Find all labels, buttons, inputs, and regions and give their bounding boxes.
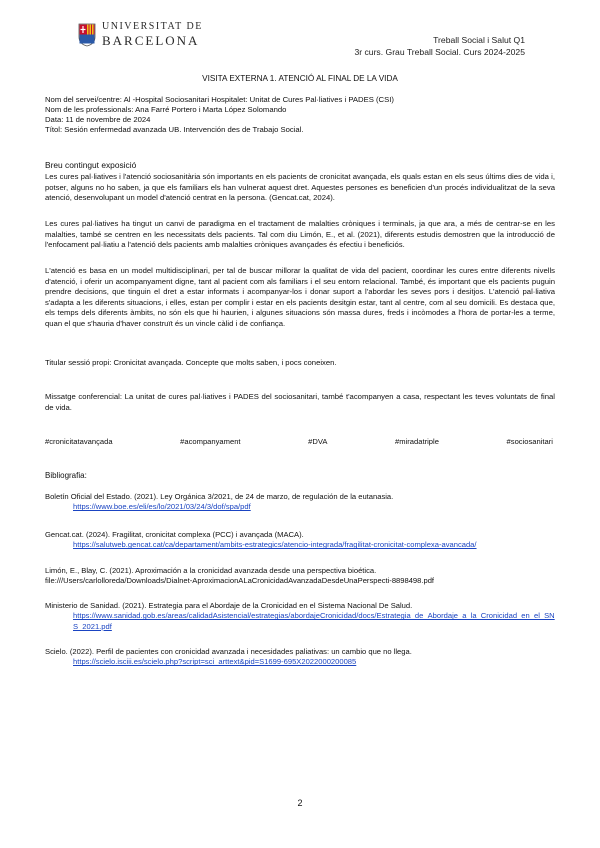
hashtag-row — [45, 437, 553, 446]
hashtag: #DVA — [308, 437, 328, 446]
conference-message — [45, 392, 555, 413]
bibliography-entry — [45, 566, 555, 587]
bibliography-entry — [45, 601, 555, 632]
message-label: Missatge conferencial: — [45, 392, 123, 401]
bibliography-entry — [45, 647, 555, 668]
professionals-row — [45, 105, 394, 115]
reference-link[interactable]: https://scielo.isciii.es/scielo.php?script=sci_arttext&pid=S1699-695X2022000200085 — [73, 657, 357, 667]
title-proposal-value: Cronicitat avançada. Concepte que molts saben, i pocs coneixen. — [113, 358, 337, 367]
document-title: VISITA EXTERNA 1. ATENCIÓ AL FINAL DE LA VIDA — [202, 74, 398, 83]
hashtag: #cronicitatavançada — [45, 437, 113, 446]
reference-citation: Boletín Oficial del Estado. (2021). Ley Orgánica 3/2021, de 24 de marzo, de regulación de la eutanasia. — [45, 492, 394, 501]
crest-icon — [78, 23, 96, 47]
session-title-row — [45, 125, 394, 135]
reference-citation: Gencat.cat. (2024). Fragilitat, cronicitat complexa (PCC) i avançada (MACA). — [45, 530, 304, 539]
reference-link[interactable]: file:///Users/carlolloreda/Downloads/Dialnet-AproximacionALaCronicidadAvanzadaDesdeUnaPerspecti-8898498.pdf — [45, 576, 435, 586]
visit-metadata — [45, 95, 394, 135]
reference-citation: Scielo. (2022). Perfil de pacientes con cronicidad avanzada i necesidades paliativas: un cambio que no llega. — [45, 647, 412, 656]
content-heading: Breu contingut exposició — [45, 160, 137, 170]
hashtag: #acompanyament — [180, 437, 241, 446]
date-row — [45, 115, 394, 125]
reference-citation: Ministerio de Sanidad. (2021). Estrategia para el Abordaje de la Cronicidad en el Sistema Nacional De Salud. — [45, 601, 413, 610]
reference-citation: Limón, E., Blay, C. (2021). Aproximación a la cronicidad avanzada desde una perspectiva bioética. — [45, 566, 377, 575]
professionals-value: Ana Farré Portero i Marta López Solomando — [135, 105, 287, 114]
page-number: 2 — [297, 798, 303, 808]
reference-link[interactable]: https://salutweb.gencat.cat/ca/departament/ambits-estrategics/atencio-integrada/fragilitat-cronicitat-complexa-avancada/ — [73, 540, 477, 550]
paragraph-1: Les cures pal·liatives i l'atenció sociosanitària són importants en els pacients de cronicitat avançada, els quals estan en els seus últims dies de vida i, potser, alguns no ho saben, ja que els familiars els han vulnerat aquest dret. Aquestes persones es beneficien d'un procés individualitzat de la seva atenció, desenvolupant un model d'atenció centrat en la persona. (Gencat.cat, 2024). — [45, 172, 555, 203]
logo-top-text: UNIVERSITAT DE — [102, 21, 203, 32]
hashtag: #miradatriple — [395, 437, 439, 446]
message-value: La unitat de cures pal·liatives i PADES del sociosanitari, també t'acompanyen a casa, respectant les teves voluntats de final de vida. — [45, 392, 555, 412]
service-value: Al -Hospital Sociosanitari Hospitalet: Unitat de Cures Pal·liatives i PADES (CSI) — [123, 95, 394, 104]
hashtag: #sociosanitari — [506, 437, 553, 446]
service-label: Nom del servei/centre: — [45, 95, 122, 104]
title-proposal-label: Titular sessió propi: — [45, 358, 112, 367]
university-logo — [78, 22, 203, 47]
date-label: Data: — [45, 115, 64, 124]
professionals-label: Nom de les professionals: — [45, 105, 134, 114]
course-line-2: 3r curs. Grau Treball Social. Curs 2024-2025 — [354, 47, 525, 57]
reference-link[interactable]: https://www.sanidad.gob.es/areas/calidadAsistencial/estrategias/abordajeCronicidad/docs/Estrategia_de_Abordaje_a_la_Cronicidad_en_el_SNS_2021.pdf — [73, 611, 555, 631]
course-header — [354, 34, 525, 58]
service-row — [45, 95, 394, 105]
paragraph-3: L'atenció es basa en un model multidisciplinari, per tal de buscar millorar la qualitat de vida del pacient, coordinar les cures entre diferents nivells d'atenció, i oferir un acompanyament digne, tant al pacient com als familiars i el seu entorn relacional. També, és important que els pacients puguin prendre decisions, que tinguin el dret a estar informats i acompanyar-los i donar suport a l'abordar les seves pors i desitjos. L'atenció pal·liativa s'adapta a les diferents situacions, i elles, estan per complir i estar en els pacients desitgin estar, tant al centre, com al seu domicili. Es destaca que, els temps dels diferents àmbits, no són els que hi haurien, i algunes situacions són massa dures, freds i incòmodes a l'hora de portar-les a terme, quan el que s'hauria d'haver construït és un vincle càlid i de confiança. — [45, 266, 555, 328]
bibliography-entry — [45, 530, 555, 551]
paragraph-2: Les cures pal·liatives ha tingut un canvi de paradigma en el tractament de malalties cròniques i terminals, ja que ara, a més de centrar-se en les malalties, també se centren en les necessitats dels pacients. Tal com diu Limón, E., et al. (2021), diferents estudis demostren que la introducció de l'enfocament pal·liatiu a l'atenció dels pacients amb malalties cròniques avançades és efectiu i beneficiós. — [45, 219, 555, 250]
title-proposal — [45, 358, 555, 369]
logo-bottom-text: BARCELONA — [102, 33, 200, 48]
date-value: 11 de novembre de 2024 — [65, 115, 151, 124]
bibliography-heading: Bibliografia: — [45, 471, 87, 480]
session-title-value: Sesión enfermedad avanzada UB. Intervención des de Trabajo Social. — [64, 125, 304, 134]
bibliography-entry — [45, 492, 555, 513]
course-line-1: Treball Social i Salut Q1 — [433, 35, 525, 45]
session-title-label: Títol: — [45, 125, 63, 134]
reference-link[interactable]: https://www.boe.es/eli/es/lo/2021/03/24/3/dof/spa/pdf — [73, 502, 251, 512]
